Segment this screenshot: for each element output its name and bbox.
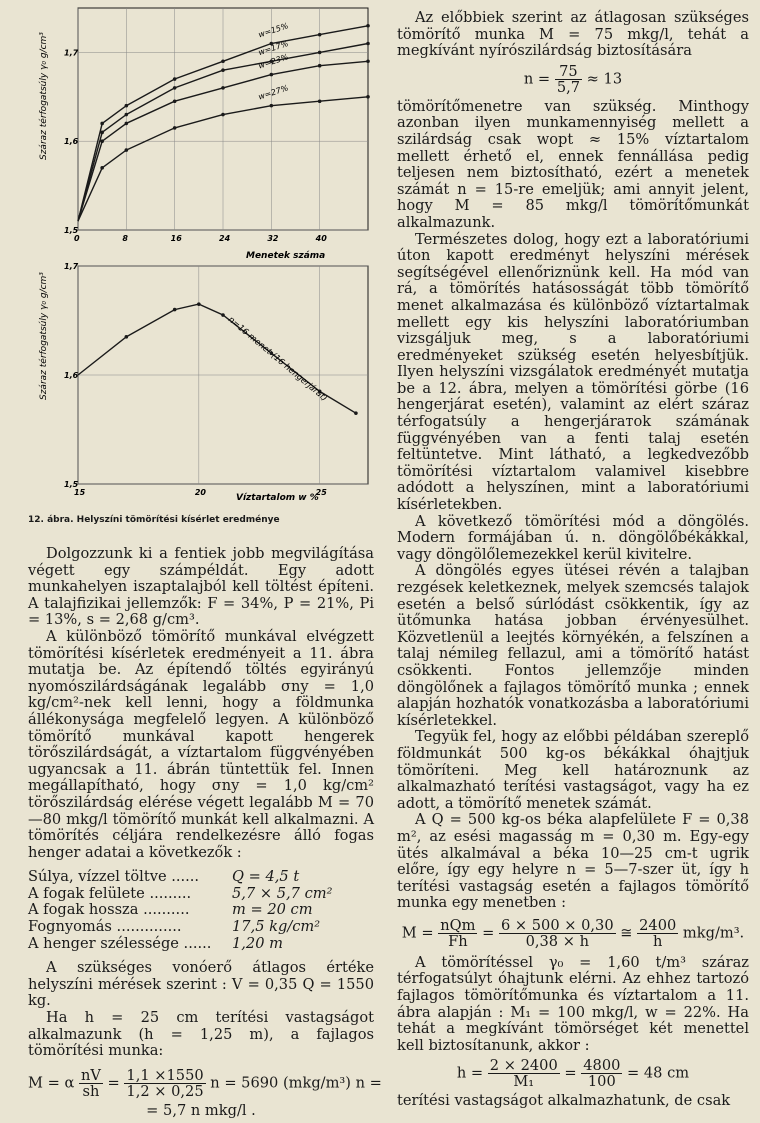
eqn-den: 5,7 <box>556 78 581 96</box>
y-tick-label: 1,5 <box>64 226 79 235</box>
spec-row <box>28 902 332 919</box>
data-point <box>221 86 225 90</box>
right-paragraph-1: Az előbbiek szerint az átlagosan szükséges tömörítő munka M = 75 mkg/l, tehát a megkívánt nyírószilárdság biztosítására <box>397 9 749 60</box>
spec-row <box>28 886 332 903</box>
spec-label: Súlya, vízzel töltve ...... <box>28 868 200 886</box>
top-chart-ylabel: Száraz térfogatsúly γ₀ g/cm³ <box>39 32 49 160</box>
y-tick-label: 1,6 <box>64 371 79 380</box>
data-point <box>173 86 177 90</box>
x-tick-label: 8 <box>122 234 128 243</box>
spec-value: 5,7 × 5,7 cm² <box>232 884 333 902</box>
data-point <box>318 33 322 37</box>
data-point <box>221 59 225 63</box>
spec-value: 17,5 kg/cm² <box>232 918 321 936</box>
x-tick-label: 40 <box>315 234 327 243</box>
curve-label: w=15% <box>257 21 290 40</box>
data-point <box>125 122 129 126</box>
data-point <box>173 126 177 130</box>
data-point <box>366 95 370 99</box>
data-point <box>100 139 104 143</box>
eq3-rhs: = 48 cm <box>627 1064 690 1082</box>
curve-label: w=27% <box>257 83 290 102</box>
data-point <box>366 59 370 63</box>
equation-work-2 <box>397 918 749 949</box>
bottom-curve-label: n=16 menet (16 hengerjárat) <box>225 314 329 404</box>
eq2-unit: mkg/m³. <box>682 924 745 942</box>
eq3-fraction-1 <box>488 1058 560 1089</box>
spec-value: 1,20 m <box>232 934 283 952</box>
data-point <box>221 68 225 72</box>
eqn-rhs: ≈ 13 <box>586 70 623 88</box>
eq2-lhs: M = <box>401 924 434 942</box>
eqn-num: 75 <box>555 64 582 80</box>
eq2-f1-num: nQm <box>440 916 476 934</box>
eq3-equals: = <box>564 1064 577 1082</box>
eq1-f2-den: 1,2 × 0,25 <box>126 1082 204 1100</box>
eq3-f2-den: 100 <box>587 1073 616 1091</box>
eq3-f1-num: 2 × 2400 <box>489 1057 558 1075</box>
eq3-f1-den: M₁ <box>513 1073 535 1091</box>
right-paragraph-5: A döngölés egyes ütései révén a talajban rezgések keletkeznek, melyek szemcsés talajok esetén a belső súrlódást csökkentik, így az ütőmunka hatása jobban érvényesülhet. Közvetlenül a leejtés környékén, a felszínen a talaj némileg fellazul, ami a tömörítő hatást csökkenti. Fontos jellemzője minden döngölőnek a fajlagos tömörítő munka ; ennek alapján hozhatók vonatkozásba a laboratóriumi kísérletekkel. <box>397 562 749 729</box>
data-point <box>366 42 370 46</box>
left-paragraph-1: Dolgozzunk ki a fentiek jobb megvilágítása végett egy számpéldát. Egy adott munkahelyen iszaptalajból kell töltést építeni. A talajfizikai jellemzők: F = 34%, P = 21%, Pi = 13%, s = 2,68 g/cm³. <box>28 545 374 629</box>
left-column <box>28 545 382 1123</box>
data-point <box>270 73 274 77</box>
figure-caption: 12. ábra. Helyszíni tömörítési kísérlet eredménye <box>28 515 280 525</box>
equation-passes <box>397 64 749 95</box>
x-tick-label: 15 <box>74 488 86 497</box>
data-point <box>100 122 104 126</box>
eq2-fraction-3 <box>637 918 678 949</box>
data-point <box>221 113 225 117</box>
y-tick-label: 1,7 <box>64 262 79 271</box>
data-point <box>125 104 129 108</box>
data-curve <box>78 304 356 413</box>
data-point <box>318 64 322 68</box>
data-point <box>318 99 322 103</box>
eq2-fraction-2 <box>499 918 616 949</box>
eq1-fraction-1 <box>79 1068 103 1099</box>
x-tick-label: 16 <box>170 234 182 243</box>
data-point <box>366 24 370 28</box>
data-point <box>125 148 129 152</box>
eq1-rhs: n = 5690 (mkg/m³) n = <box>210 1074 382 1092</box>
equation-thickness <box>397 1058 749 1089</box>
eq2-f2-den: 0,38 × h <box>525 932 589 950</box>
spec-value: Q = 4,5 t <box>232 868 300 886</box>
eq2-approx: ≅ <box>620 924 633 942</box>
data-point <box>100 131 104 135</box>
eq2-equals: = <box>482 924 495 942</box>
eqn-fraction <box>555 64 582 95</box>
right-paragraph-7: A Q = 500 kg-os béka alapfelülete F = 0,38 m², az esési magasság m = 0,30 m. Egy-egy ütés alkalmával a béka 10—25 cm-t ugrik előre, így egy helyre n = 5—7-szer üt, így h terítési vastagság esetén a fajlagos tömörítő munka egy menetben : <box>397 811 749 912</box>
y-tick-label: 1,6 <box>64 137 79 147</box>
data-point <box>354 411 358 415</box>
spec-row <box>28 936 332 953</box>
eq2-fraction-1 <box>438 918 477 949</box>
left-paragraph-3: A szükséges vonóerő átlagos értéke helyszíni mérések szerint : V = 0,35 Q = 1550 kg. <box>28 959 374 1010</box>
roller-specs-table <box>28 869 332 952</box>
x-tick-label: 24 <box>219 234 231 243</box>
x-tick-label: 0 <box>74 234 80 243</box>
bottom-chart-xlabel: Víztartalom w % <box>236 493 319 503</box>
eq3-lhs: h = <box>456 1064 484 1082</box>
top-chart-xlabel: Menetek száma <box>246 251 326 261</box>
left-paragraph-2: A különböző tömörítő munkával elvégzett tömörítési kísérletek eredményeit a 11. ábra mutatja be. Az építendő töltés egyirányú nyomószilárdságának legalább σny = 1,0 kg/cm²-nek kell lenni, hogy a földmunka állékonysága megfelelő legyen. A különböző tömörítő munkával kapott hengerek törőszilárdságát, a víztartalom függvényében ugyancsak a 11. ábrán tüntettük fel. Innen megállapítható, hogy σny = 1,0 kg/cm² törőszilárdság elérése végett legalább M = 70—80 mkg/l tömörítő munkát kell alkalmazni. A tömörítés céljára rendelkezésre álló fogas henger adatai a következők : <box>28 627 374 861</box>
eq1-f2-num: 1,1 ×1550 <box>126 1066 204 1084</box>
eq2-f3-num: 2400 <box>639 916 677 934</box>
data-point <box>173 308 177 312</box>
left-paragraph-4: Ha h = 25 cm terítési vastagságot alkalmazunk (h = 1,25 m), a fajlagos tömörítési munka: <box>28 1009 374 1060</box>
right-paragraph-8: A tömörítéssel γ₀ = 1,60 t/m³ száraz térfogatsúlyt óhajtunk elérni. Az ehhez tartozó fajlagos tömörítőmunka és víztartalom a 11. ábra alapján : M₁ = 100 mkg/l, w = 22%. Ha tehát a megkívánt tömörséget két menettel kell biztosítanunk, akkor : <box>397 953 749 1054</box>
x-tick-label: 20 <box>194 488 206 497</box>
eq1-fraction-2 <box>124 1068 205 1099</box>
eq1-f1-num: nV <box>80 1066 101 1084</box>
equation-work-1: M = α $\frac{nV}{sh}$ = $\frac{1,1 \times 1550}{1,2 \times 0,25}$ n = 5690 (mkg/m³) n = <box>28 1066 382 1100</box>
data-point <box>318 51 322 55</box>
spec-row <box>28 869 332 886</box>
curve-label: w=17% <box>257 39 290 58</box>
data-point <box>197 302 201 306</box>
right-paragraph-2: tömörítőmenetre van szükség. Minthogy azonban ilyen munkamennyiség mellett a szilárdság csak wopt ≈ 15% víztartalom mellett érhető el, ennek fennállása pedig teljesen nem biztosítható, ezért a menetek számát n = 15-re emeljük; ami annyit jelent, hogy M = 85 mkg/l tömörítőmunkát alkalmazunk. <box>397 97 749 231</box>
eq3-fraction-2 <box>581 1058 622 1089</box>
eq2-f2-num: 6 × 500 × 0,30 <box>500 916 614 934</box>
spec-label: A fogak felülete ......... <box>28 884 192 902</box>
spec-row <box>28 919 332 936</box>
data-point <box>173 99 177 103</box>
y-tick-label: 1,5 <box>64 480 79 489</box>
spec-label: A fogak hossza .......... <box>28 901 190 919</box>
spec-value: m = 20 cm <box>232 901 313 919</box>
eq2-f1-den: Fh <box>448 932 468 950</box>
spec-label: A henger szélessége ...... <box>28 934 212 952</box>
spec-label: Fognyomás .............. <box>28 918 182 936</box>
right-paragraph-4: A következő tömörítési mód a döngölés. Modern formájában ú. n. döngölőbékákkal, vagy döngölőlemezekkel kerül kivitelre. <box>397 512 749 563</box>
data-point <box>100 166 104 170</box>
x-tick-label: 32 <box>267 234 279 243</box>
data-point <box>125 335 129 339</box>
data-point <box>270 104 274 108</box>
right-column <box>397 10 749 1110</box>
curve-label: w=23% <box>257 52 290 71</box>
right-paragraph-6: Tegyük fel, hogy az előbbi példában szereplő földmunkát 500 kg-os békákkal óhajtjuk tömöríteni. Meg kell határoznunk az alkalmazható terítési vastagságot, vagy ha ez adott, a tömörítő menetek számát. <box>397 728 749 812</box>
data-point <box>221 313 225 317</box>
right-paragraph-3: Természetes dolog, hogy ezt a laboratóriumi úton kapott eredményt helyszíni mérések segítségével ellenőriznünk kell. Ha mód van rá, a tömörítés hatásosságát több tömörítő menet alkalmazása és különböző víztartalmak mellett egy kis helyszíni laboratóriumban vizsgáljuk meg, s a laboratóriumi eredményeket szükség esetén helyesbítjük. Ilyen helyszíni vizsgálatok eredményét mutatja be a 12. ábra, melyen a tömörítési görbe (16 hengerjárat esetén), valamint az elért száraz térfogatsúly a hengerjárатok számának függvényében van a fenti talaj esetén feltüntetve. Mint látható, a legkedvezőbb tömörítési víztartalom valamivel kisebbre adódott a helyszínen, mint a laboratóriumi kísérletekben. <box>397 230 749 514</box>
y-tick-label: 1,7 <box>64 48 79 58</box>
eq2-f3-den: h <box>653 932 663 950</box>
eq1-lhs: M = α <box>28 1074 75 1092</box>
x-tick-label: 25 <box>315 488 327 497</box>
right-paragraph-9: terítési vastagságot alkalmazhatunk, de csak <box>397 1092 731 1110</box>
data-point <box>173 77 177 81</box>
eq3-f2-num: 4800 <box>583 1057 621 1075</box>
figure-12 <box>28 0 374 530</box>
eqn-lhs: n = <box>523 70 551 88</box>
data-point <box>125 113 129 117</box>
bottom-chart-ylabel: Száraz térfogatsúly γ₀ g/cm³ <box>39 272 49 400</box>
eq1-f1-den: sh <box>82 1082 100 1100</box>
equation-work-1-line2: = 5,7 n mkg/l . <box>146 1101 256 1119</box>
